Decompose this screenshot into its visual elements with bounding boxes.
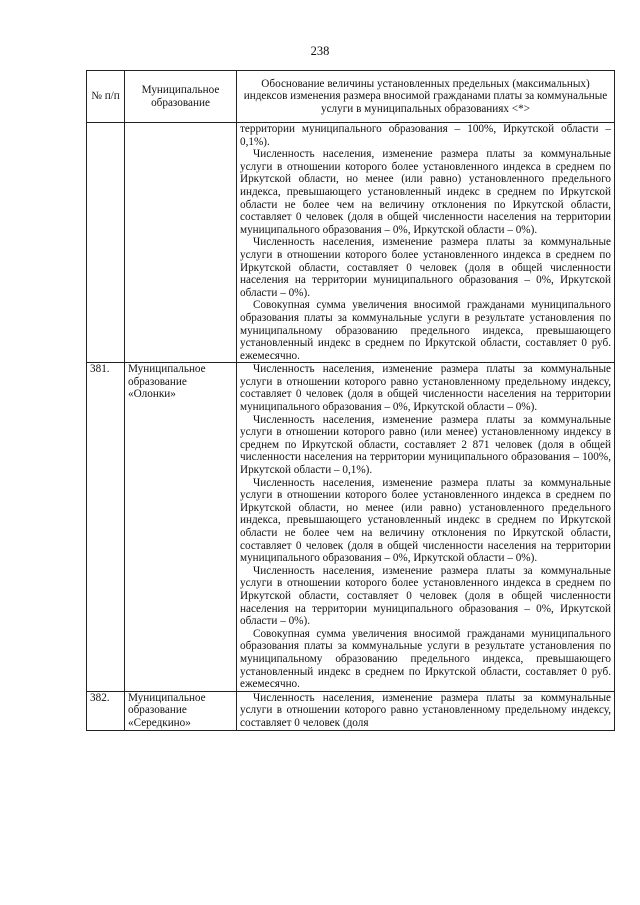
- row-municipality: [125, 123, 237, 363]
- justification-paragraph: Численность населения, изменение размера платы за коммунальные услуги в отношении которого более установленного индекса в среднем по Иркутской области, составляет 0 человек (доля в общей численности населения на территории муниципального образования – 0%, Иркутской области – 0%).: [240, 564, 611, 628]
- header-justification: Обоснование величины установленных предельных (максимальных) индексов изменения размера вносимой гражданами платы за коммунальные услуги в муниципальных образованиях <*>: [237, 71, 615, 123]
- justification-paragraph: Численность населения, изменение размера платы за коммунальные услуги в отношении которого более установленного индекса в среднем по Иркутской области, составляет 0 человек (доля в общей численности населения на территории муниципального образования – 0%, Иркутской области – 0%).: [240, 236, 611, 299]
- justification-paragraph: Численность населения, изменение размера платы за коммунальные услуги в отношении которого равно установленному предельному индексу, составляет 0 человек (доля в общей численности населения на территории муниципального образования – 0%, Иркутской области – 0%).: [240, 363, 611, 414]
- justification-paragraph: Совокупная сумма увеличения вносимой гражданами муниципального образования платы за коммунальные услуги в результате установления по муниципальному образованию предельного индекса, превышающего установленный индекс в среднем по Иркутской области, составляет 0 руб. ежемесячно.: [240, 299, 611, 362]
- table-header-row: [87, 71, 615, 123]
- tariff-index-table: [86, 70, 615, 731]
- justification-paragraph: Численность населения, изменение размера платы за коммунальные услуги в отношении которого равно (или менее) установленному индексу в среднем по Иркутской области, составляет 2 871 человек (доля в общей численности населения на территории муниципального образования – 100%, Иркутской области – 0,1%).: [240, 413, 611, 477]
- row-number: 382.: [87, 691, 125, 730]
- row-justification: [237, 123, 615, 363]
- justification-paragraph: Совокупная сумма увеличения вносимой гражданами муниципального образования платы за коммунальные услуги в результате установления по муниципальному образованию предельного индекса, превышающего установленный индекс в среднем по Иркутской области, составляет 0 руб. ежемесячно.: [240, 627, 611, 691]
- header-municipality: Муниципальное образование: [125, 71, 237, 123]
- justification-paragraph: Численность населения, изменение размера платы за коммунальные услуги в отношении которого более установленного индекса в среднем по Иркутской области, но менее (или равно) установленного предельного индекса, превышающего установленный индекс в среднем по Иркутской области не более чем на величину отклонения по Иркутской области, составляет 0 человек (доля в общей численности населения на территории муниципального образования – 0%, Иркутской области – 0%).: [240, 148, 611, 236]
- table-body: [87, 123, 615, 731]
- row-number: [87, 123, 125, 363]
- page-number: 238: [310, 44, 330, 58]
- row-justification: [237, 363, 615, 691]
- justification-paragraph: территории муниципального образования – 100%, Иркутской области – 0,1%).: [240, 123, 611, 148]
- row-number: 381.: [87, 363, 125, 691]
- row-municipality: Муниципальное образование «Олонки»: [125, 363, 237, 691]
- row-municipality: Муниципальное образование «Середкино»: [125, 691, 237, 730]
- table-row: [87, 123, 615, 363]
- header-number: № п/п: [87, 71, 125, 123]
- justification-paragraph: Численность населения, изменение размера платы за коммунальные услуги в отношении которого более установленного индекса в среднем по Иркутской области, но менее (или равно) установленного предельного индекса, превышающего установленный индекс в среднем по Иркутской области не более чем на величину отклонения по Иркутской области, составляет 0 человек (доля в общей численности населения на территории муниципального образования – 0%, Иркутской области – 0%).: [240, 476, 611, 565]
- row-justification: [237, 691, 615, 730]
- table-row: [87, 691, 615, 730]
- table-row: [87, 363, 615, 691]
- justification-paragraph: Численность населения, изменение размера платы за коммунальные услуги в отношении которого равно установленному предельному индексу, составляет 0 человек (доля: [240, 691, 611, 729]
